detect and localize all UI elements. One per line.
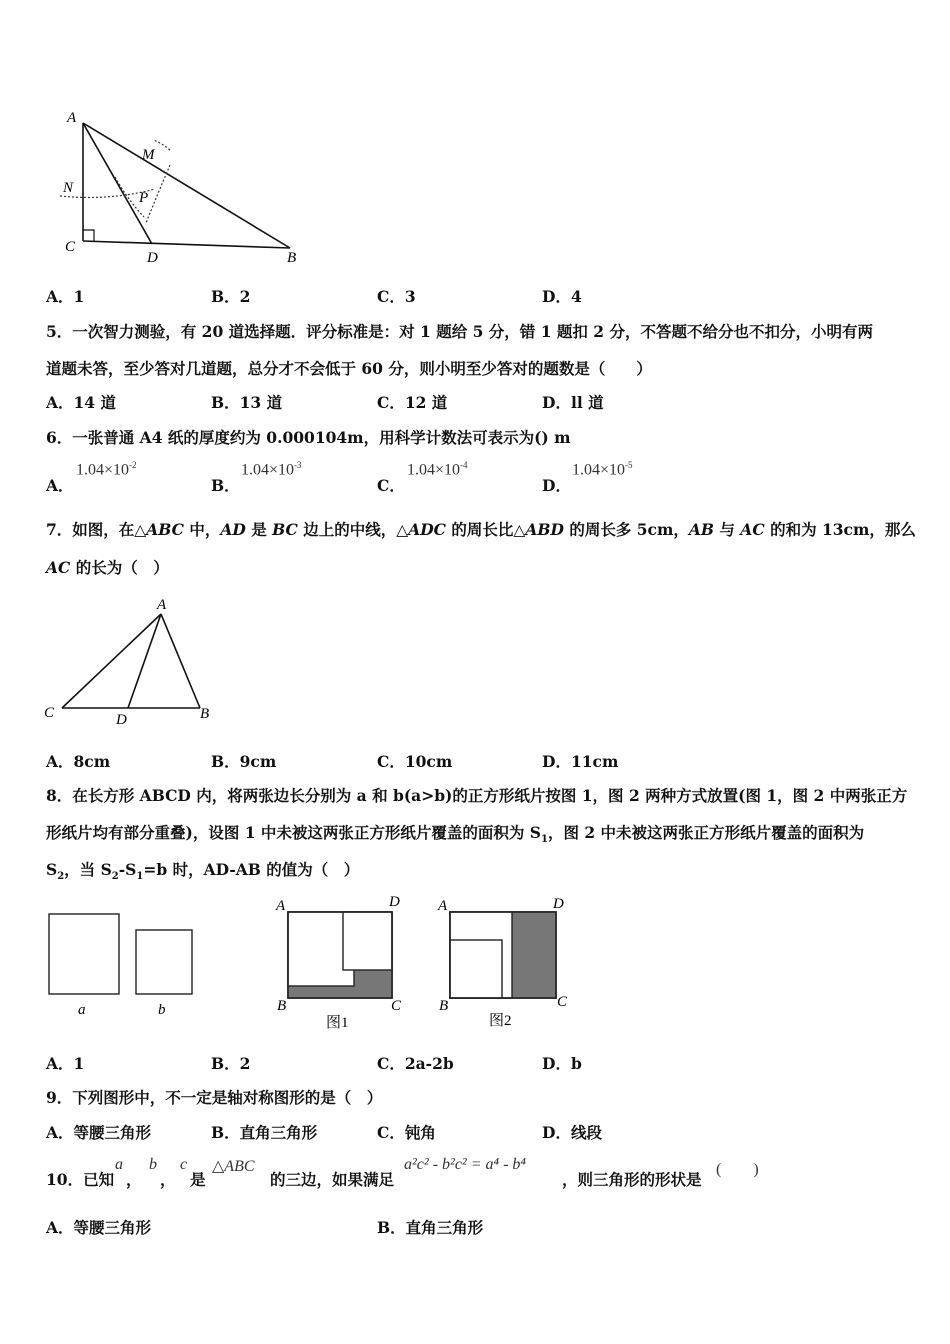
q7-abd: ABD	[525, 520, 564, 539]
q8-text-3a: S	[46, 860, 58, 879]
q6-option-d-base: 1.04×10	[572, 461, 626, 479]
q7-ad: AD	[220, 520, 246, 539]
q7-text-9: 的长为（ ）	[70, 558, 169, 577]
fig8-label-b: b	[158, 1002, 166, 1018]
q7-stem-line2	[46, 556, 169, 578]
q8-sub-2a: 2	[57, 871, 65, 883]
fig8-2-label-B: B	[439, 998, 449, 1014]
q6-option-c-letter: C．	[377, 476, 405, 495]
q9-option-c[interactable]: C．钝角	[377, 1123, 436, 1142]
q6-option-a-value	[76, 460, 137, 479]
q7-text-3: 是	[245, 520, 273, 539]
q8-option-a[interactable]: A．1	[46, 1054, 85, 1073]
q5-option-a[interactable]: A．14 道	[46, 393, 116, 412]
q6-option-b-letter: B．	[211, 476, 240, 495]
q6-option-d[interactable]	[542, 460, 702, 496]
fig7-label-B: B	[200, 706, 210, 722]
q6-option-a-letter: A．	[46, 476, 74, 495]
q5-option-d[interactable]: D．ll 道	[542, 393, 604, 412]
q4-option-c[interactable]: C．3	[377, 287, 416, 306]
q4-option-b[interactable]: B．2	[211, 287, 251, 306]
fig8-1-label-D: D	[389, 894, 400, 910]
q9-option-b[interactable]: B．直角三角形	[211, 1123, 318, 1142]
q6-option-c-base: 1.04×10	[407, 461, 461, 479]
fig4-label-M: M	[142, 147, 155, 163]
q7-text-8: 的和为 13cm，那么	[764, 520, 916, 539]
q5-option-c[interactable]: C．12 道	[377, 393, 448, 412]
q10-text-2: 的三边，如果满足	[270, 1170, 395, 1189]
q7-text-7: 与	[714, 520, 741, 539]
q6-option-b-exp: -3	[294, 460, 302, 470]
fig4-label-A: A	[67, 110, 77, 126]
q7-text-5: 的周长比△	[446, 520, 526, 539]
q10-comma-2: ，	[160, 1170, 176, 1189]
q7-text-6: 的周长多 5cm，	[563, 520, 689, 539]
q7-option-c[interactable]: C．10cm	[377, 752, 453, 771]
q8-figure	[40, 890, 580, 1038]
q7-text-4: 边上的中线，△	[297, 520, 409, 539]
q8-text-3b: ，当 S	[64, 860, 112, 879]
fig8-2-label-A: A	[438, 898, 448, 914]
fig7-label-D: D	[116, 712, 127, 728]
q7-ab: AB	[688, 520, 714, 539]
fig4-label-P: P	[139, 190, 149, 206]
q8-option-b[interactable]: B．2	[211, 1054, 251, 1073]
q8-text-3c: -S	[118, 860, 137, 879]
q10-answer-paren: ( )	[716, 1161, 759, 1178]
q6-option-a-exp: -2	[129, 460, 137, 470]
fig8-2-label-D: D	[553, 896, 564, 912]
q9-stem: 9．下列图形中，不一定是轴对称图形的是（ ）	[46, 1088, 383, 1107]
q4-figure	[50, 105, 310, 270]
q7-option-b[interactable]: B．9cm	[211, 752, 277, 771]
fig7-label-A: A	[157, 597, 167, 613]
fig8-2-label-C: C	[557, 994, 568, 1010]
q6-option-a-base: 1.04×10	[76, 461, 130, 479]
q7-stem-line1	[46, 518, 916, 540]
q8-text-2b: ，图 2 中未被这两张正方形纸片覆盖的面积为	[547, 823, 865, 842]
q10-comma-1: ，	[126, 1170, 142, 1189]
q5-stem-line2: 道题未答，至少答对几道题，总分才不会低于 60 分，则小明至少答对的题数是（ ）	[46, 359, 652, 378]
q6-option-d-letter: D．	[542, 476, 571, 495]
q7-text-1: 7．如图，在△	[46, 520, 147, 539]
q7-ac-2: AC	[46, 558, 71, 577]
q8-stem-line2	[46, 821, 864, 845]
fig4-label-N: N	[63, 180, 74, 196]
q7-figure	[40, 592, 220, 732]
q6-option-b-value	[241, 460, 302, 479]
fig8-1-label-B: B	[277, 998, 287, 1014]
fig8-caption-2: 图2	[489, 1013, 512, 1029]
q8-stem-line1: 8．在长方形 ABCD 内，将两张边长分别为 a 和 b(a>b)的正方形纸片按图 1，图 2 两种方式放置(图 1，图 2 中两张正方	[46, 786, 908, 805]
q9-option-a[interactable]: A．等腰三角形	[46, 1123, 152, 1142]
q8-text-2a: 形纸片均有部分重叠)，设图 1 中未被这两张正方形纸片覆盖的面积为 S	[46, 823, 542, 842]
q7-option-d[interactable]: D．11cm	[542, 752, 619, 771]
q6-stem: 6．一张普通 A4 纸的厚度约为 0.000104m，用科学计数法可表示为() m	[46, 428, 571, 447]
q10-equation: a²c² - b²c² = a⁴ - b⁴	[404, 1156, 526, 1173]
q7-ac: AC	[740, 520, 765, 539]
fig8-1-label-C: C	[391, 998, 402, 1014]
q10-option-b[interactable]: B．直角三角形	[377, 1218, 484, 1237]
q10-stem-intro: 10．已知	[46, 1170, 115, 1189]
q10-text-3: ，则三角形的形状是	[562, 1170, 702, 1189]
q8-sub-2b: 2	[111, 871, 119, 883]
q6-option-a[interactable]	[46, 460, 206, 496]
q5-option-b[interactable]: B．13 道	[211, 393, 283, 412]
q4-option-d[interactable]: D．4	[542, 287, 582, 306]
q10-var-a: a	[115, 1156, 123, 1173]
fig8-label-a: a	[78, 1002, 86, 1018]
q10-var-c: c	[180, 1156, 188, 1173]
fig8-1-label-A: A	[276, 898, 286, 914]
q4-option-a[interactable]: A．1	[46, 287, 85, 306]
q6-option-d-value	[572, 460, 633, 479]
q6-option-c-exp: -4	[460, 460, 468, 470]
q10-var-b: b	[149, 1156, 157, 1173]
q8-sub-1: 1	[541, 834, 548, 846]
q9-option-d[interactable]: D．线段	[542, 1123, 602, 1142]
q6-option-b[interactable]	[211, 460, 371, 496]
fig4-label-C: C	[65, 239, 76, 255]
q8-stem-line3	[46, 858, 359, 882]
q10-triangle-abc: △ABC	[212, 1158, 255, 1175]
q6-option-c-value	[407, 460, 468, 479]
fig4-label-D: D	[147, 250, 158, 266]
q7-option-a[interactable]: A．8cm	[46, 752, 111, 771]
fig7-label-C: C	[44, 705, 55, 721]
q8-option-c[interactable]: C．2a-2b	[377, 1054, 454, 1073]
fig8-caption-1: 图1	[326, 1015, 349, 1031]
q7-abc: ABC	[146, 520, 184, 539]
q8-option-d[interactable]: D．b	[542, 1054, 582, 1073]
q8-sub-1b: 1	[136, 871, 144, 883]
q10-shi: 是	[190, 1170, 206, 1189]
q7-bc: BC	[272, 520, 298, 539]
q7-text-2: 中，	[183, 520, 221, 539]
fig4-label-B: B	[287, 250, 297, 266]
q6-option-b-base: 1.04×10	[241, 461, 295, 479]
q6-option-c[interactable]	[377, 460, 537, 496]
q5-stem-line1: 5．一次智力测验，有 20 道选择题．评分标准是：对 1 题给 5 分，错 1 题扣 2 分，不答题不给分也不扣分，小明有两	[46, 322, 873, 341]
q8-text-3d: =b 时，AD-AB 的值为（ ）	[143, 860, 360, 879]
q10-option-a[interactable]: A．等腰三角形	[46, 1218, 152, 1237]
q6-option-d-exp: -5	[625, 460, 633, 470]
q7-adc: ADC	[408, 520, 447, 539]
